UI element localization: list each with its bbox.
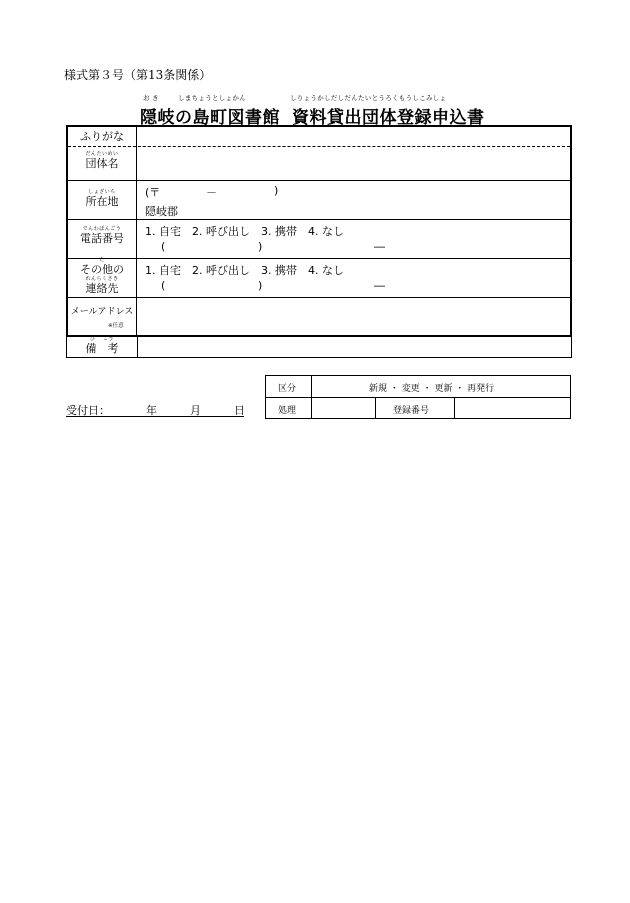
postal-dash: － (206, 186, 217, 199)
category-options: 新規 ・ 変更 ・ 更新 ・ 再発行 (369, 384, 495, 394)
other-contact-dash: ― (374, 279, 385, 292)
reception-day: 日 (234, 404, 245, 417)
address-text: 所在地 (85, 195, 119, 208)
other-contact-ruby-ta: た (99, 257, 105, 263)
address-district: 隠岐郡 (145, 205, 178, 218)
phone-text: 電話番号 (80, 232, 124, 245)
postal-close: ) (274, 184, 279, 197)
reception-date (66, 402, 244, 417)
furigana-label: ふりがな (80, 130, 124, 143)
row-divider (68, 180, 570, 181)
phone-dash: ― (374, 240, 385, 253)
office-col-divider (311, 376, 312, 418)
remarks-text: 備 考 (85, 342, 119, 355)
row-divider (68, 297, 570, 298)
phone-paren-close: ) (258, 240, 263, 253)
other-contact-text2: 連絡先 (85, 282, 119, 295)
phone-label (68, 226, 136, 245)
other-contact-paren-open: ( (161, 279, 166, 292)
remarks-divider (137, 335, 138, 357)
group-name-label (68, 151, 136, 170)
phone-options[interactable]: 1. 自宅 2. 呼び出し 3. 携帯 4. なし (145, 225, 344, 238)
postal-open: (〒 (145, 186, 161, 199)
other-contact-text1: その他の (80, 263, 124, 276)
group-name-ruby: だんたいめい (85, 151, 119, 157)
registration-number-label: 登録番号 (393, 406, 430, 416)
title-library-name: 隠岐の島町図書館 (140, 108, 280, 128)
email-field[interactable] (138, 299, 566, 331)
furigana-divider (68, 146, 570, 147)
title-form-name: 資料貸出団体登録申込書 (292, 108, 485, 128)
reception-month: 月 (190, 404, 201, 417)
row-divider (68, 219, 570, 220)
office-use-table (265, 375, 571, 419)
reception-year: 年 (146, 404, 157, 417)
category-label: 区分 (278, 384, 297, 394)
group-name-field[interactable] (138, 149, 566, 179)
email-label: メールアドレス (70, 307, 134, 317)
other-contact-options[interactable]: 1. 自宅 2. 呼び出し 3. 携帯 4. なし (145, 264, 344, 277)
other-contact-label (68, 258, 136, 295)
other-contact-ruby: れんらくさき (85, 276, 119, 282)
label-column-divider (136, 127, 137, 335)
group-name-text: 団体名 (85, 157, 119, 170)
title-ruby-oki: お き (143, 94, 159, 102)
remarks-ruby: び こう (89, 336, 115, 342)
reception-label: 受付日： (66, 404, 110, 417)
address-label (68, 189, 136, 208)
title-ruby-library: しまちょうとしょかん (178, 94, 246, 102)
office-col-divider (454, 397, 455, 418)
form-number: 様式第３号（第13条関係） (64, 68, 212, 82)
phone-ruby: でんわばんごう (82, 226, 122, 232)
office-col-divider (375, 397, 376, 418)
email-optional-note: ※任意 (108, 323, 124, 329)
processing-label: 処理 (278, 406, 297, 416)
application-form (66, 125, 572, 337)
row-divider (68, 258, 570, 259)
remarks-row (66, 335, 572, 358)
remarks-label (67, 336, 137, 355)
address-ruby: しょざいち (88, 189, 116, 195)
other-contact-paren-close: ) (258, 279, 263, 292)
phone-paren-open: ( (161, 240, 166, 253)
title-ruby-form: しりょうかしだしだんたいとうろくもうしこみしょ (290, 94, 447, 102)
